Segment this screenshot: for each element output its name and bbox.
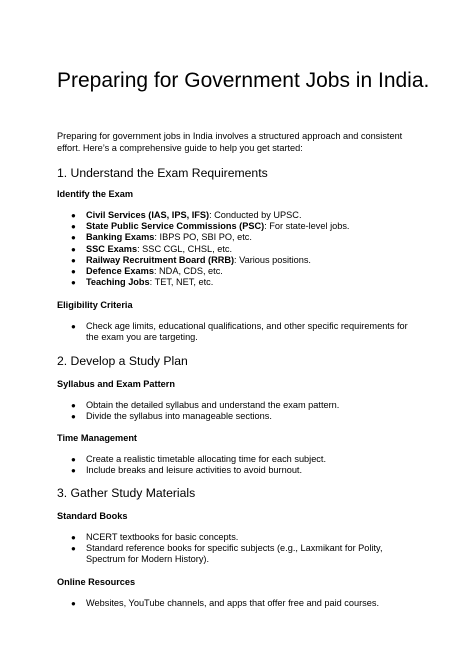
bullet-list <box>0 210 474 288</box>
list-item <box>0 277 416 288</box>
list-item-bold: Railway Recruitment Board (RRB) <box>86 254 235 265</box>
intro-paragraph: Preparing for government jobs in India involves a structured approach and consistent effort. Here’s a comprehensive guide to help you get started: <box>57 131 403 153</box>
subsection-heading: Eligibility Criteria <box>57 300 133 310</box>
list-item-text: : Conducted by UPSC. <box>209 210 302 220</box>
bullet-list <box>0 400 474 422</box>
bullet-icon: ● <box>71 255 76 265</box>
list-item <box>0 255 416 266</box>
list-item-text: Websites, YouTube channels, and apps that offer free and paid courses. <box>86 598 380 608</box>
list-item-bold: State Public Service Commissions (PSC) <box>86 221 265 232</box>
list-item <box>0 411 416 422</box>
list-item-bold: SSC Exams <box>86 243 138 254</box>
list-item <box>0 321 416 343</box>
subsection-heading: Time Management <box>57 433 137 443</box>
list-item-text: NCERT textbooks for basic concepts. <box>86 532 239 542</box>
list-item-text: Create a realistic timetable allocating time for each subject. <box>86 454 327 464</box>
list-item <box>0 454 416 465</box>
list-item <box>0 543 416 565</box>
list-item-text: Check age limits, educational qualifications, and other specific requirements for the exam you are targeting. <box>86 321 408 343</box>
bullet-list <box>0 532 474 566</box>
list-item-bold: Defence Exams <box>86 266 154 277</box>
section-heading: 2. Develop a Study Plan <box>57 354 188 368</box>
list-item-bold: Teaching Jobs <box>86 277 150 288</box>
list-item <box>0 532 416 543</box>
bullet-icon: ● <box>71 244 76 254</box>
section-heading: 1. Understand the Exam Requirements <box>57 166 268 180</box>
subsection-heading: Standard Books <box>57 511 128 521</box>
list-item <box>0 210 416 221</box>
subsection-heading: Identify the Exam <box>57 189 134 199</box>
bullet-icon: ● <box>71 533 76 542</box>
list-item-text: : Various positions. <box>234 254 311 265</box>
page-title: Preparing for Government Jobs in India. <box>57 69 430 92</box>
list-item-text: Divide the syllabus into manageable sections. <box>86 411 272 422</box>
bullet-list <box>0 454 474 476</box>
list-item-text: Obtain the detailed syllabus and understand the exam pattern. <box>86 400 340 410</box>
bullet-icon: ● <box>71 278 76 288</box>
bullet-icon: ● <box>71 322 76 331</box>
list-item-text: : SSC CGL, CHSL, etc. <box>137 243 233 254</box>
list-item-bold: Civil Services (IAS, IPS, IFS) <box>86 210 210 220</box>
bullet-icon: ● <box>71 401 76 410</box>
list-item-text: Include breaks and leisure activities to avoid burnout. <box>86 465 303 476</box>
list-item-text: : IBPS PO, SBI PO, etc. <box>154 232 252 243</box>
bullet-list <box>0 321 474 343</box>
subsection-heading: Online Resources <box>57 577 136 587</box>
bullet-icon: ● <box>71 233 76 243</box>
list-item-text: : NDA, CDS, etc. <box>153 266 223 277</box>
list-item-text: Standard reference books for specific subjects (e.g., Laxmikant for Polity, Spectrum for Modern History). <box>86 543 383 565</box>
list-item-text: : For state-level jobs. <box>264 221 350 232</box>
section-heading: 3. Gather Study Materials <box>57 486 196 500</box>
list-item <box>0 598 416 609</box>
bullet-icon: ● <box>71 599 76 608</box>
bullet-icon: ● <box>71 412 76 422</box>
list-item-bold: Banking Exams <box>86 232 155 243</box>
bullet-icon: ● <box>71 267 76 277</box>
list-item-text: : TET, NET, etc. <box>149 277 214 288</box>
bullet-icon: ● <box>71 455 76 464</box>
bullet-icon: ● <box>71 211 76 220</box>
list-item <box>0 232 416 243</box>
list-item <box>0 221 416 232</box>
bullet-icon: ● <box>71 222 76 232</box>
list-item <box>0 465 416 476</box>
list-item <box>0 266 416 277</box>
bullet-icon: ● <box>71 544 76 554</box>
bullet-list <box>0 598 474 609</box>
bullet-icon: ● <box>71 466 76 476</box>
list-item <box>0 400 416 411</box>
subsection-heading: Syllabus and Exam Pattern <box>57 379 175 389</box>
list-item <box>0 244 416 255</box>
